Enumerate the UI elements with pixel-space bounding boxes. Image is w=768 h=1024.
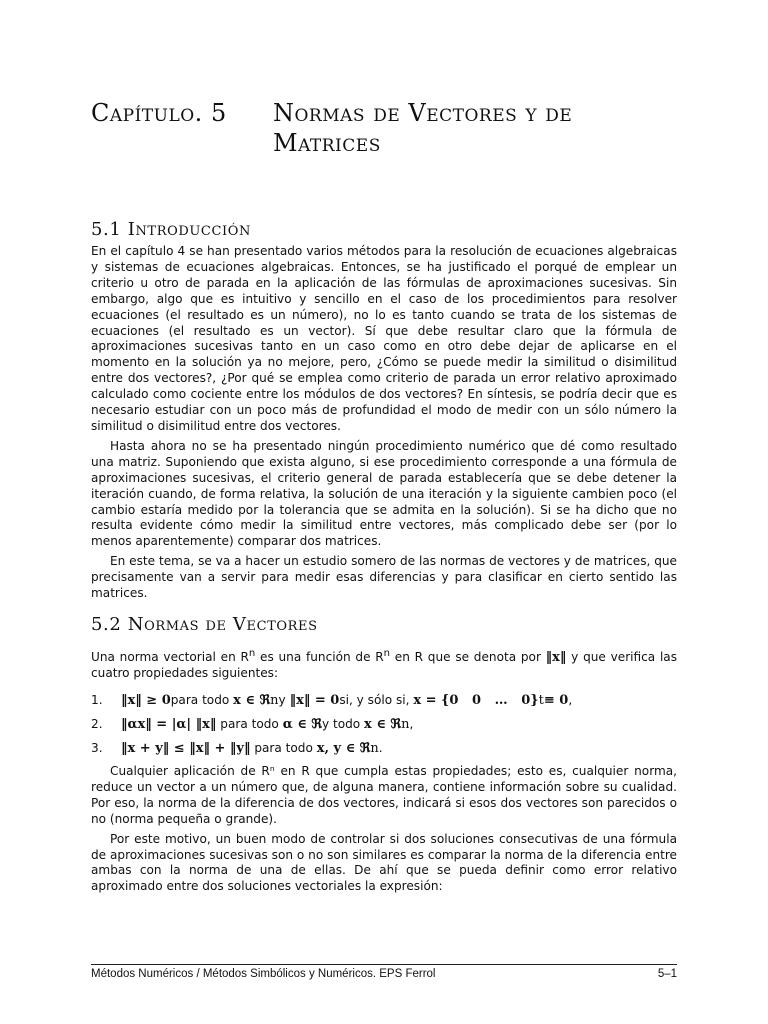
text-run: Una norma vectorial en bbox=[91, 650, 241, 665]
text-run: y que verifica las cuatro propiedades siguientes: bbox=[91, 650, 678, 680]
paragraph: Cualquier aplicación de Rⁿ en R que cumpla estas propiedades; esto es, cualquier norma, reduce un vector a un número que, de alguna manera, contiene información sobre su cualidad. Por eso, la norma de la diferencia de dos vectores, indicará si esos dos vectores son parecidos o no (norma pequeña o grande). bbox=[91, 764, 677, 826]
math-sup: t bbox=[538, 692, 544, 708]
section-heading-normas-vectores: 5.2 Normas de Vectores bbox=[91, 614, 318, 635]
math-expression: ‖x + y‖ ≤ ‖x‖ + ‖y‖ bbox=[121, 740, 251, 756]
page-footer bbox=[91, 968, 677, 980]
math-expression: α ∈ ℜ bbox=[282, 716, 322, 732]
math-expression: x ∈ ℜ bbox=[233, 692, 271, 708]
page bbox=[91, 0, 677, 1024]
text-run: y todo bbox=[321, 717, 361, 731]
text-run: si, y sólo si, bbox=[339, 693, 410, 707]
footer-course-title: Métodos Numéricos / Métodos Simbólicos y Numéricos. EPS Ferrol bbox=[91, 968, 436, 980]
math-sup: n bbox=[383, 648, 391, 659]
norms-discussion bbox=[91, 764, 677, 899]
chapter-title-line1: Normas de Vectores y de bbox=[273, 99, 573, 127]
chapter-number: Capítulo. 5 bbox=[91, 99, 227, 127]
chapter-title-line2: Matrices bbox=[273, 129, 381, 157]
text-run: en bbox=[390, 650, 415, 665]
math-R: R bbox=[240, 650, 249, 665]
text-run: , bbox=[409, 717, 414, 731]
item-number: 1. bbox=[91, 693, 103, 707]
math-expression: x, y ∈ ℜ bbox=[316, 740, 371, 756]
section-introduccion-body bbox=[91, 244, 677, 606]
text-run: para todo bbox=[170, 693, 230, 707]
paragraph: Hasta ahora no se ha presentado ningún procedimiento numérico que dé como resultado una matriz. Suponiendo que exista alguno, si ese procedimiento corresponde a una fórmula de aproximaciones sucesivas, el criterio general de parada establecería que se debe detener la iteración cuando, de forma relativa, la solución de una iteración y la siguiente cambien poco (el cambio estaría medido por la tolerancia que se admita en la solución). Si se ha dicho que no resulta evidente cómo medir la similitud entre vectores, más complicado debe ser (por lo menos aparentemente) comparar dos matrices. bbox=[91, 438, 677, 549]
chapter-title bbox=[91, 98, 677, 158]
math-sup: n bbox=[401, 716, 410, 732]
math-expression: ‖x‖ ≥ 0 bbox=[121, 692, 171, 708]
list-item bbox=[91, 712, 677, 736]
list-item bbox=[91, 688, 677, 712]
norm-x-symbol: ‖x‖ bbox=[545, 650, 567, 666]
math-R: R bbox=[414, 650, 424, 665]
norms-intro-paragraph bbox=[91, 646, 677, 686]
text-run: para todo bbox=[254, 741, 313, 755]
section-heading-introduccion: 5.1 Introducción bbox=[91, 219, 251, 240]
item-number: 2. bbox=[91, 717, 103, 731]
list-item bbox=[91, 736, 677, 760]
math-sup: n bbox=[270, 692, 279, 708]
text-run: . bbox=[378, 741, 383, 755]
text-run: que se denota por bbox=[423, 650, 546, 665]
text-run: , bbox=[568, 693, 573, 707]
math-expression: ≡ 0 bbox=[543, 692, 569, 708]
paragraph: En este tema, se va a hacer un estudio somero de las normas de vectores y de matrices, que precisamente van a servir para medir esas diferencias y para clasificar en cierto sentido las matrices. bbox=[91, 554, 677, 601]
norm-properties-list bbox=[91, 688, 677, 760]
item-number: 3. bbox=[91, 741, 103, 755]
paragraph: En el capítulo 4 se han presentado varios métodos para la resolución de ecuaciones algebraicas y sistemas de ecuaciones algebraicas. Entonces, se ha justificado el porqué de emplear un criterio u otro de parada en la aplicación de las fórmulas de aproximaciones sucesivas. Sin embargo, algo que es intuitivo y sencillo en el caso de los procedimientos para resolver ecuaciones (el resultado es un número), no lo es tanto cuando se trata de los sistemas de ecuaciones (el resultado es un vector). Sí que debe resultar claro que la fórmula de aproximaciones sucesivas tanto en un caso como en otro debe dejar de aplicarse en el momento en la solución ya no mejore, pero, ¿Cómo se puede medir la similitud o disimilitud entre dos vectores?, ¿Por qué se emplea como criterio de parada un error relativo aproximado calculado como cociente entre los módulos de dos vectores? En síntesis, se podría decir que es necesario estudiar con un poco más de profundidad el modo de medir con un sólo número la similitud o disimilitud entre dos vectores. bbox=[91, 244, 677, 433]
page-number: 5–1 bbox=[657, 968, 677, 980]
text-run: para todo bbox=[220, 717, 279, 731]
paragraph: Por este motivo, un buen modo de controlar si dos soluciones consecutivas de una fórmula de aproximaciones sucesivas son o no son similares es comparar la norma de la diferencia entre ambas con la norma de una de ellas. De ahí que se pueda definir como error relativo aproximado entre dos soluciones vectoriales la expresión: bbox=[91, 831, 677, 894]
math-sup: n bbox=[370, 740, 379, 756]
footer-rule bbox=[91, 964, 677, 965]
math-sup: n bbox=[248, 648, 256, 659]
math-expression: ‖αx‖ = |α| ‖x‖ bbox=[121, 716, 217, 732]
math-expression: x = {0 0 … 0} bbox=[413, 692, 539, 708]
math-R: R bbox=[375, 650, 384, 665]
math-expression: ‖x‖ = 0 bbox=[289, 692, 340, 708]
math-expression: x ∈ ℜ bbox=[364, 716, 402, 732]
text-run: y bbox=[278, 693, 286, 707]
text-run: es una función de bbox=[255, 650, 376, 665]
